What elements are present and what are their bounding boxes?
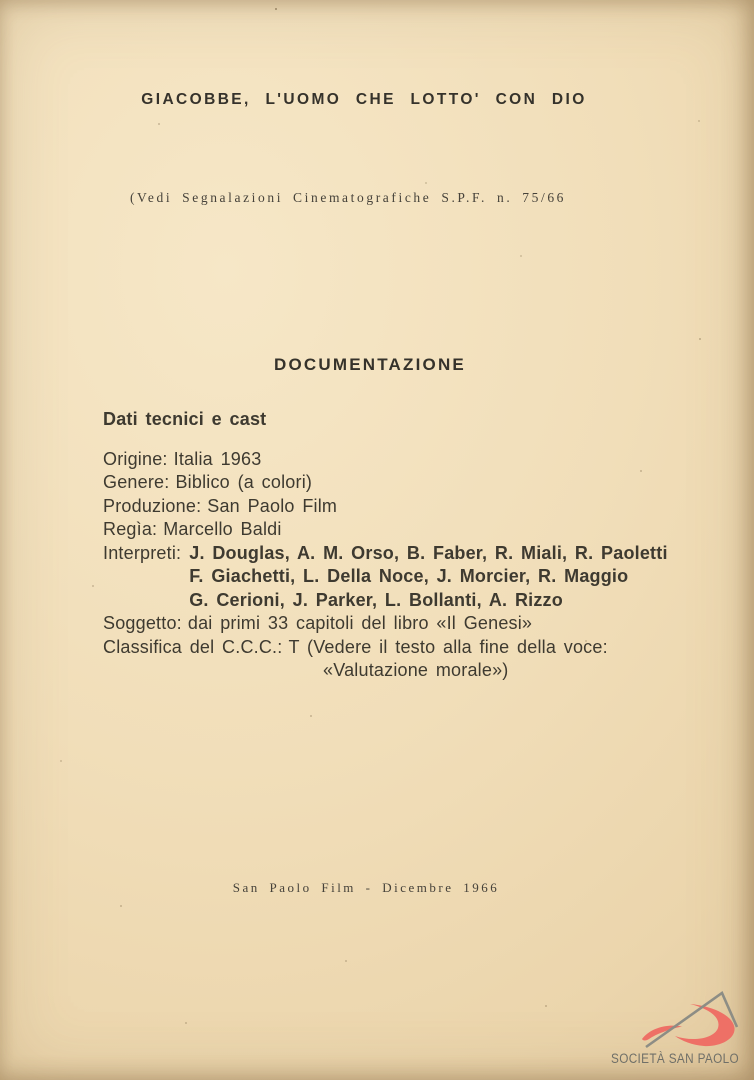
section-heading-documentazione: DOCUMENTAZIONE <box>274 355 466 374</box>
logo-wordmark: SOCIETÀ SAN PAOLO <box>611 1051 739 1066</box>
field-row-interpreti <box>103 542 713 613</box>
field-row-genere <box>103 471 713 495</box>
field-value: Marcello Baldi <box>163 519 282 539</box>
field-value: Italia 1963 <box>173 448 262 469</box>
logo-swoosh-small <box>642 1026 682 1041</box>
field-value: San Paolo Film <box>207 495 338 516</box>
classifica-continuation: «Valutazione morale») <box>323 660 509 680</box>
field-row-produzione <box>103 495 713 519</box>
cast-line: J. Douglas, A. M. Orso, B. Faber, R. Miali, R. Paoletti <box>189 542 668 563</box>
field-label: Interpreti: <box>103 542 182 563</box>
tech-data-heading: Dati tecnici e cast <box>103 409 267 429</box>
field-row-regia <box>103 518 713 542</box>
field-value: dai primi 33 capitoli del libro «Il Genesi» <box>187 613 533 633</box>
field-label: Soggetto: <box>103 613 182 633</box>
cast-names <box>189 542 667 613</box>
reference-note: (Vedi Segnalazioni Cinematografiche S.P.F. n. 75/66 <box>129 190 567 205</box>
cast-line: G. Cerioni, J. Parker, L. Bollanti, A. Rizzo <box>189 589 563 610</box>
logo-swoosh-large <box>675 1004 735 1046</box>
field-row-soggetto <box>103 612 713 636</box>
societa-san-paolo-logo <box>604 985 754 1075</box>
field-label: Classifica del C.C.C.: <box>103 636 283 657</box>
field-value: T (Vedere il testo alla fine della voce: <box>288 636 608 657</box>
field-label: Genere: <box>103 472 170 492</box>
field-row-classifica <box>103 636 713 660</box>
paper-speckles <box>0 0 2 2</box>
field-label: Produzione: <box>103 495 202 516</box>
footer-imprint: San Paolo Film - Dicembre 1966 <box>232 880 500 895</box>
field-row-origine <box>103 448 713 472</box>
cast-line: F. Giachetti, L. Della Noce, J. Morcier, R. Maggio <box>189 566 629 586</box>
field-value: Biblico (a colori) <box>175 472 313 492</box>
field-label: Origine: <box>103 448 168 469</box>
field-label: Regìa: <box>103 519 158 539</box>
tech-data-block <box>103 408 713 683</box>
film-title: GIACOBBE, L'UOMO CHE LOTTO' CON DIO <box>141 91 587 108</box>
